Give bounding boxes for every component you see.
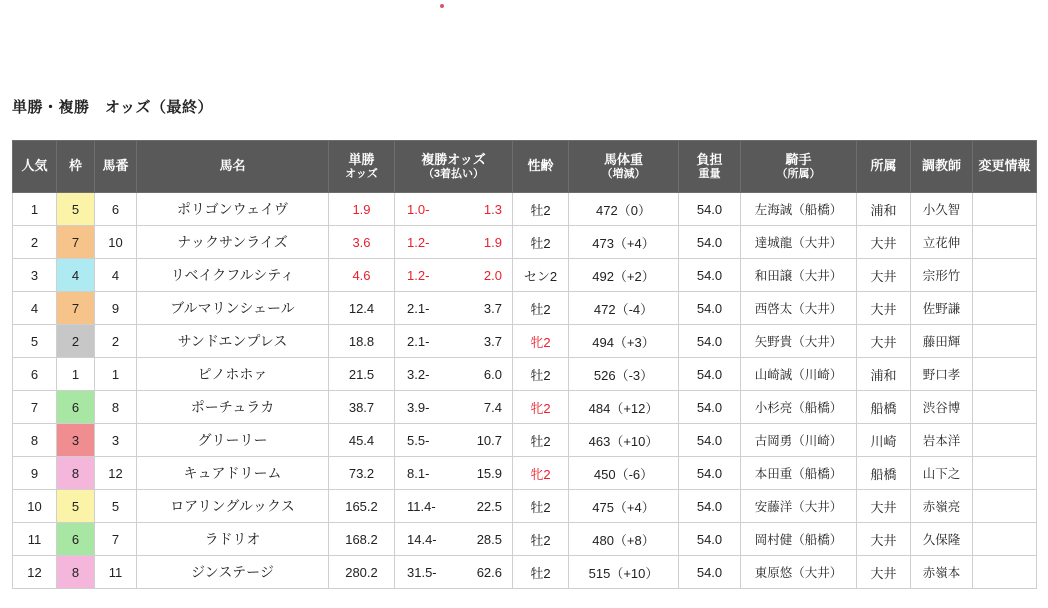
- carried-weight-cell: 54.0: [679, 457, 741, 490]
- table-row[interactable]: [13, 193, 1037, 226]
- jockey-cell[interactable]: 矢野貴（大井）: [741, 325, 857, 358]
- carried-weight-cell: 54.0: [679, 556, 741, 589]
- table-row[interactable]: [13, 556, 1037, 589]
- place-odds-low: 3.2-: [407, 366, 430, 382]
- trainer-cell[interactable]: 山下之: [911, 457, 973, 490]
- horse-name-cell[interactable]: ブルマリンシェール: [137, 292, 329, 325]
- decorative-dot: [440, 4, 444, 8]
- column-header-main: 人気: [21, 158, 48, 174]
- win-odds-cell: 12.4: [329, 292, 395, 325]
- place-odds-low: 14.4-: [407, 531, 437, 547]
- bracket-cell: 1: [57, 358, 95, 391]
- trainer-cell[interactable]: 立花伸: [911, 226, 973, 259]
- place-odds-high: 28.5: [476, 531, 502, 547]
- horse-name-cell[interactable]: キュアドリーム: [137, 457, 329, 490]
- sex-age-cell: 牝2: [513, 457, 569, 490]
- sex-age-cell: 牡2: [513, 424, 569, 457]
- carried-weight-cell: 54.0: [679, 358, 741, 391]
- bracket-cell: 7: [57, 292, 95, 325]
- change-info-cell: [973, 325, 1037, 358]
- rank-cell: 7: [13, 391, 57, 424]
- horse-number-cell: 8: [95, 391, 137, 424]
- sex-age-cell: 牡2: [513, 292, 569, 325]
- sex-age-cell: 牡2: [513, 226, 569, 259]
- jockey-cell[interactable]: 古岡勇（川崎）: [741, 424, 857, 457]
- table-row[interactable]: [13, 424, 1037, 457]
- jockey-cell[interactable]: 小杉亮（船橋）: [741, 391, 857, 424]
- carried-weight-cell: 54.0: [679, 391, 741, 424]
- change-info-cell: [973, 424, 1037, 457]
- place-odds-low: 5.5-: [407, 432, 430, 448]
- sex-age-cell: 牡2: [513, 523, 569, 556]
- place-odds-low: 1.2-: [407, 267, 430, 283]
- table-row[interactable]: [13, 523, 1037, 556]
- horse-weight-cell: 473（+4）: [569, 226, 679, 259]
- affiliation-cell: 大井: [857, 490, 911, 523]
- place-odds-cell: [395, 193, 513, 226]
- rank-cell: 11: [13, 523, 57, 556]
- trainer-cell[interactable]: 宗形竹: [911, 259, 973, 292]
- bracket-cell: 2: [57, 325, 95, 358]
- place-odds-cell: [395, 490, 513, 523]
- horse-number-cell: 9: [95, 292, 137, 325]
- affiliation-cell: 大井: [857, 325, 911, 358]
- trainer-cell[interactable]: 赤嶺亮: [911, 490, 973, 523]
- column-header-sub: オッズ: [345, 167, 378, 180]
- table-row[interactable]: [13, 391, 1037, 424]
- change-info-cell: [973, 457, 1037, 490]
- table-row[interactable]: [13, 457, 1037, 490]
- win-odds-cell: 3.6: [329, 226, 395, 259]
- affiliation-cell: 大井: [857, 292, 911, 325]
- horse-number-cell: 12: [95, 457, 137, 490]
- horse-weight-cell: 472（-4）: [569, 292, 679, 325]
- rank-cell: 9: [13, 457, 57, 490]
- bracket-cell: 8: [57, 457, 95, 490]
- rank-cell: 1: [13, 193, 57, 226]
- place-odds-cell: [395, 358, 513, 391]
- page-title: 単勝・複勝 オッズ（最終）: [12, 99, 214, 116]
- column-header-main: 所属: [870, 158, 897, 174]
- carried-weight-cell: 54.0: [679, 292, 741, 325]
- column-header-sub: 重量: [698, 167, 721, 180]
- horse-number-cell: 5: [95, 490, 137, 523]
- horse-name-cell[interactable]: リベイクフルシティ: [137, 259, 329, 292]
- horse-number-cell: 4: [95, 259, 137, 292]
- trainer-cell[interactable]: 野口孝: [911, 358, 973, 391]
- rank-cell: 4: [13, 292, 57, 325]
- column-header-main: 馬体重: [603, 151, 643, 167]
- bracket-cell: 4: [57, 259, 95, 292]
- column-header-main: 枠: [68, 158, 82, 174]
- affiliation-cell: 大井: [857, 226, 911, 259]
- horse-name-cell[interactable]: ナックサンライズ: [137, 226, 329, 259]
- column-header-sub: （3着払い）: [422, 167, 485, 180]
- win-odds-cell: 21.5: [329, 358, 395, 391]
- bracket-cell: 5: [57, 193, 95, 226]
- affiliation-cell: 大井: [857, 523, 911, 556]
- affiliation-cell: 川崎: [857, 424, 911, 457]
- jockey-cell[interactable]: 本田重（船橋）: [741, 457, 857, 490]
- rank-cell: 2: [13, 226, 57, 259]
- place-odds-cell: [395, 259, 513, 292]
- carried-weight-cell: 54.0: [679, 259, 741, 292]
- jockey-cell[interactable]: 山崎誠（川崎）: [741, 358, 857, 391]
- horse-name-cell[interactable]: ラドリオ: [137, 523, 329, 556]
- column-header-sub: （所属）: [776, 167, 821, 180]
- horse-weight-cell: 472（0）: [569, 193, 679, 226]
- bracket-cell: 5: [57, 490, 95, 523]
- change-info-cell: [973, 556, 1037, 589]
- change-info-cell: [973, 490, 1037, 523]
- rank-cell: 5: [13, 325, 57, 358]
- win-odds-cell: 280.2: [329, 556, 395, 589]
- horse-number-cell: 1: [95, 358, 137, 391]
- affiliation-cell: 船橋: [857, 457, 911, 490]
- win-odds-cell: 45.4: [329, 424, 395, 457]
- bracket-cell: 3: [57, 424, 95, 457]
- horse-weight-cell: 480（+8）: [569, 523, 679, 556]
- column-header-4: [329, 141, 395, 193]
- horse-name-cell[interactable]: ピノホホァ: [137, 358, 329, 391]
- win-odds-cell: 4.6: [329, 259, 395, 292]
- jockey-cell[interactable]: 達城龍（大井）: [741, 226, 857, 259]
- place-odds-low: 11.4-: [407, 498, 436, 514]
- jockey-cell[interactable]: 左海誠（船橋）: [741, 193, 857, 226]
- rank-cell: 12: [13, 556, 57, 589]
- horse-weight-cell: 492（+2）: [569, 259, 679, 292]
- rank-cell: 8: [13, 424, 57, 457]
- table-row[interactable]: [13, 490, 1037, 523]
- place-odds-low: 1.0-: [407, 201, 430, 217]
- place-odds-high: 10.7: [476, 432, 502, 448]
- horse-weight-cell: 463（+10）: [569, 424, 679, 457]
- column-header-1: [57, 141, 95, 193]
- affiliation-cell: 船橋: [857, 391, 911, 424]
- affiliation-cell: 大井: [857, 259, 911, 292]
- place-odds-cell: [395, 424, 513, 457]
- carried-weight-cell: 54.0: [679, 523, 741, 556]
- place-odds-cell: [395, 556, 513, 589]
- column-header-5: [395, 141, 513, 193]
- carried-weight-cell: 54.0: [679, 424, 741, 457]
- column-header-7: [569, 141, 679, 193]
- change-info-cell: [973, 193, 1037, 226]
- place-odds-low: 31.5-: [407, 564, 437, 580]
- horse-weight-cell: 475（+4）: [569, 490, 679, 523]
- column-header-main: 変更情報: [978, 158, 1031, 174]
- column-header-0: [13, 141, 57, 193]
- place-odds-high: 22.5: [476, 498, 502, 514]
- column-header-main: 馬名: [219, 158, 246, 174]
- rank-cell: 10: [13, 490, 57, 523]
- sex-age-cell: セン2: [513, 259, 569, 292]
- horse-number-cell: 10: [95, 226, 137, 259]
- trainer-cell[interactable]: 藤田輝: [911, 325, 973, 358]
- horse-name-cell[interactable]: グリーリー: [137, 424, 329, 457]
- sex-age-cell: 牡2: [513, 556, 569, 589]
- odds-table: [12, 140, 1037, 589]
- horse-name-cell[interactable]: ロアリングルックス: [137, 490, 329, 523]
- bracket-cell: 7: [57, 226, 95, 259]
- carried-weight-cell: 54.0: [679, 490, 741, 523]
- place-odds-low: 8.1-: [407, 465, 430, 481]
- horse-weight-cell: 450（-6）: [569, 457, 679, 490]
- horse-number-cell: 3: [95, 424, 137, 457]
- table-row[interactable]: [13, 325, 1037, 358]
- affiliation-cell: 浦和: [857, 358, 911, 391]
- horse-number-cell: 2: [95, 325, 137, 358]
- change-info-cell: [973, 226, 1037, 259]
- trainer-cell[interactable]: 小久智: [911, 193, 973, 226]
- place-odds-low: 2.1-: [407, 333, 430, 349]
- column-header-main: 負担: [696, 151, 723, 167]
- place-odds-high: 2.0: [483, 267, 502, 283]
- sex-age-cell: 牝2: [513, 325, 569, 358]
- horse-name-cell[interactable]: ポーチュラカ: [137, 391, 329, 424]
- rank-cell: 6: [13, 358, 57, 391]
- place-odds-high: 6.0: [483, 366, 502, 382]
- jockey-cell[interactable]: 西啓太（大井）: [741, 292, 857, 325]
- jockey-cell[interactable]: 和田譲（大井）: [741, 259, 857, 292]
- carried-weight-cell: 54.0: [679, 325, 741, 358]
- horse-name-cell[interactable]: ポリゴンウェイヴ: [137, 193, 329, 226]
- horse-weight-cell: 515（+10）: [569, 556, 679, 589]
- place-odds-cell: [395, 226, 513, 259]
- place-odds-cell: [395, 457, 513, 490]
- table-row[interactable]: [13, 358, 1037, 391]
- header-row: [13, 141, 1037, 193]
- trainer-cell[interactable]: 佐野謙: [911, 292, 973, 325]
- sex-age-cell: 牡2: [513, 490, 569, 523]
- column-header-main: 騎手: [785, 151, 812, 167]
- change-info-cell: [973, 292, 1037, 325]
- horse-weight-cell: 494（+3）: [569, 325, 679, 358]
- bracket-cell: 6: [57, 391, 95, 424]
- sex-age-cell: 牡2: [513, 193, 569, 226]
- place-odds-low: 3.9-: [407, 399, 430, 415]
- horse-number-cell: 11: [95, 556, 137, 589]
- place-odds-low: 2.1-: [407, 300, 430, 316]
- place-odds-cell: [395, 523, 513, 556]
- change-info-cell: [973, 358, 1037, 391]
- jockey-cell[interactable]: 安藤洋（大井）: [741, 490, 857, 523]
- table-header: [13, 141, 1037, 193]
- column-header-main: 性齢: [527, 158, 554, 174]
- win-odds-cell: 18.8: [329, 325, 395, 358]
- change-info-cell: [973, 391, 1037, 424]
- carried-weight-cell: 54.0: [679, 226, 741, 259]
- place-odds-high: 3.7: [483, 333, 502, 349]
- carried-weight-cell: 54.0: [679, 193, 741, 226]
- column-header-main: 単勝: [348, 151, 375, 167]
- change-info-cell: [973, 523, 1037, 556]
- column-header-3: [137, 141, 329, 193]
- horse-number-cell: 6: [95, 193, 137, 226]
- trainer-cell[interactable]: 久保隆: [911, 523, 973, 556]
- win-odds-cell: 165.2: [329, 490, 395, 523]
- column-header-9: [741, 141, 857, 193]
- table-body: [13, 193, 1037, 589]
- place-odds-high: 62.6: [476, 564, 502, 580]
- win-odds-cell: 1.9: [329, 193, 395, 226]
- column-header-main: 調教師: [921, 158, 961, 174]
- table-row[interactable]: [13, 226, 1037, 259]
- horse-weight-cell: 484（+12）: [569, 391, 679, 424]
- place-odds-high: 3.7: [483, 300, 502, 316]
- column-header-main: 複勝オッズ: [421, 151, 486, 167]
- horse-name-cell[interactable]: サンドエンプレス: [137, 325, 329, 358]
- place-odds-cell: [395, 292, 513, 325]
- column-header-10: [857, 141, 911, 193]
- change-info-cell: [973, 259, 1037, 292]
- column-header-11: [911, 141, 973, 193]
- column-header-2: [95, 141, 137, 193]
- odds-table-container: [12, 140, 1036, 589]
- sex-age-cell: 牝2: [513, 391, 569, 424]
- column-header-6: [513, 141, 569, 193]
- jockey-cell[interactable]: 東原悠（大井）: [741, 556, 857, 589]
- horse-number-cell: 7: [95, 523, 137, 556]
- place-odds-high: 15.9: [476, 465, 502, 481]
- place-odds-high: 1.3: [483, 201, 502, 217]
- column-header-main: 馬番: [102, 158, 129, 174]
- win-odds-cell: 73.2: [329, 457, 395, 490]
- bracket-cell: 6: [57, 523, 95, 556]
- bracket-cell: 8: [57, 556, 95, 589]
- place-odds-cell: [395, 325, 513, 358]
- rank-cell: 3: [13, 259, 57, 292]
- win-odds-cell: 38.7: [329, 391, 395, 424]
- trainer-cell[interactable]: 赤嶺本: [911, 556, 973, 589]
- table-row[interactable]: [13, 292, 1037, 325]
- win-odds-cell: 168.2: [329, 523, 395, 556]
- horse-name-cell[interactable]: ジンステージ: [137, 556, 329, 589]
- place-odds-high: 7.4: [483, 399, 502, 415]
- affiliation-cell: 大井: [857, 556, 911, 589]
- column-header-sub: （増減）: [601, 167, 646, 180]
- place-odds-high: 1.9: [483, 234, 502, 250]
- column-header-12: [973, 141, 1037, 193]
- trainer-cell[interactable]: 渋谷博: [911, 391, 973, 424]
- column-header-8: [679, 141, 741, 193]
- trainer-cell[interactable]: 岩本洋: [911, 424, 973, 457]
- sex-age-cell: 牡2: [513, 358, 569, 391]
- horse-weight-cell: 526（-3）: [569, 358, 679, 391]
- table-row[interactable]: [13, 259, 1037, 292]
- affiliation-cell: 浦和: [857, 193, 911, 226]
- place-odds-low: 1.2-: [407, 234, 430, 250]
- jockey-cell[interactable]: 岡村健（船橋）: [741, 523, 857, 556]
- place-odds-cell: [395, 391, 513, 424]
